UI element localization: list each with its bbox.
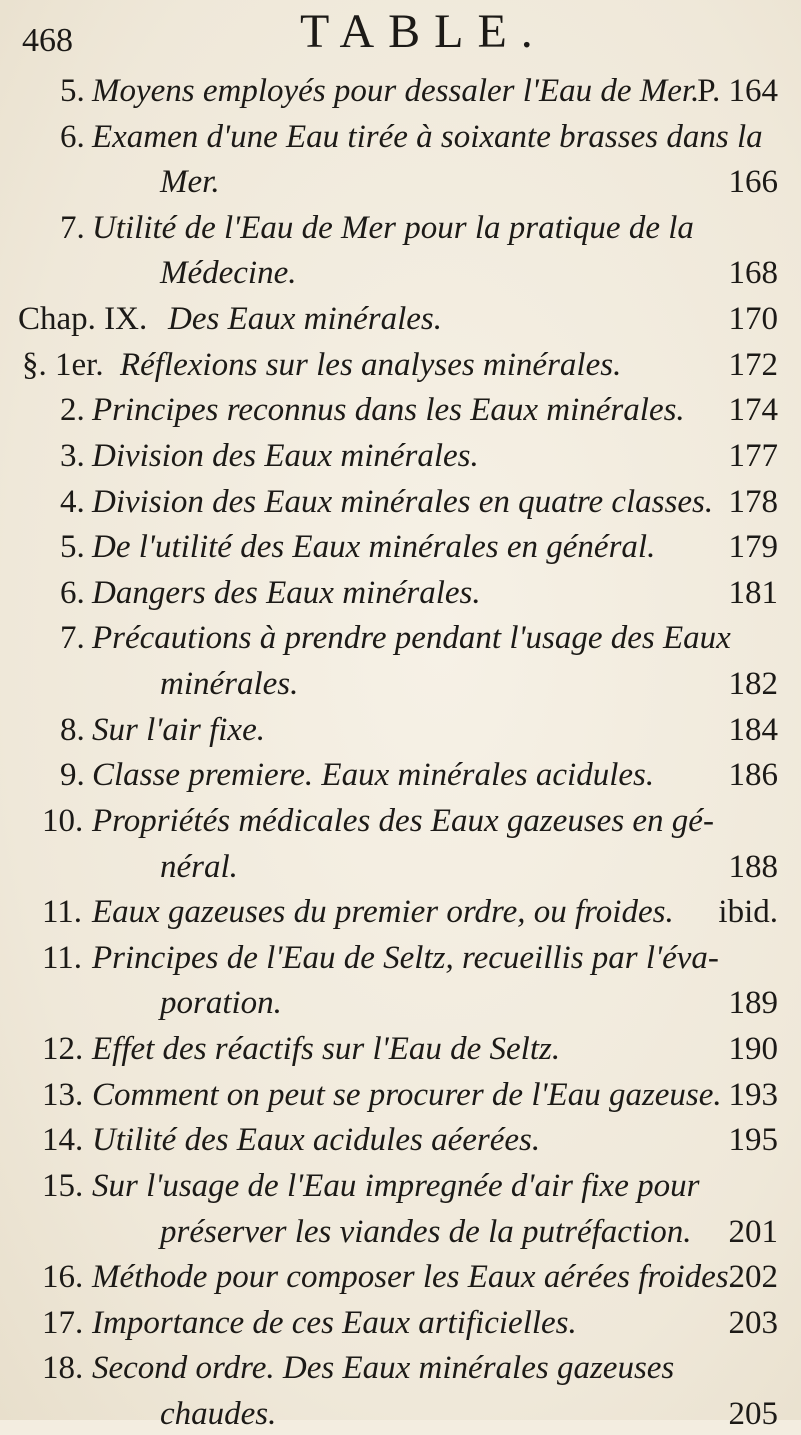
entry-title: Méthode pour composer les Eaux aérées froides. (92, 1259, 737, 1296)
entry-title: Utilité de l'Eau de Mer pour la pratique de la (92, 209, 694, 246)
chapter-label: Chap. IX. (18, 301, 148, 338)
entry-page: 172 (728, 346, 778, 383)
entry-page: 184 (728, 711, 778, 748)
entry-number: 5. (60, 529, 85, 566)
entry-continuation: Médecine. (160, 255, 297, 292)
entry-page: 205 (728, 1396, 778, 1432)
entry-title: Division des Eaux minérales en quatre classes. (92, 483, 714, 520)
entry-page: ibid. (718, 894, 778, 931)
chapter-title: Des Eaux minérales. (168, 301, 443, 338)
section-number: §. 1er. (22, 346, 104, 383)
entry-title: Second ordre. Des Eaux minérales gazeuses (92, 1350, 675, 1387)
entry-page: 174 (728, 392, 778, 429)
entry-continuation: Mer. (160, 164, 220, 201)
entry-title: Effet des réactifs sur l'Eau de Seltz. (92, 1031, 561, 1068)
entry-title: Division des Eaux minérales. (92, 437, 479, 474)
entry-page: 168 (728, 255, 778, 292)
entry-number: 8. (60, 711, 85, 748)
entry-number: 11. (42, 939, 83, 976)
entry-page: 202 (728, 1259, 778, 1296)
entry-title: De l'utilité des Eaux minérales en général. (92, 529, 656, 566)
entry-page: 190 (728, 1031, 778, 1068)
entry-continuation: néral. (160, 848, 238, 885)
entry-title: Dangers des Eaux minérales. (92, 574, 481, 611)
entry-page: 170 (728, 301, 778, 338)
entry-number: 6. (60, 118, 85, 155)
entry-page: 166 (728, 164, 778, 201)
entry-page: 181 (728, 574, 778, 611)
entry-title: Eaux gazeuses du premier ordre, ou froides. (92, 894, 674, 931)
entry-title: Examen d'une Eau tirée à soixante brasses dans la (92, 118, 763, 155)
entry-continuation: préserver les viandes de la putréfaction. (160, 1213, 692, 1250)
entry-number: 7. (60, 209, 85, 246)
entry-number: 9. (60, 757, 85, 794)
entry-title: Principes de l'Eau de Seltz, recueillis par l'éva- (92, 939, 719, 976)
entry-page: 195 (728, 1122, 778, 1159)
entry-title: Réflexions sur les analyses minérales. (120, 346, 622, 383)
entry-number: 5. (60, 73, 85, 109)
entry-page: 179 (728, 529, 778, 566)
entry-title: Comment on peut se procurer de l'Eau gazeuse. (92, 1076, 722, 1113)
entry-title: Moyens employés pour dessaler l'Eau de Mer. (92, 73, 700, 109)
entry-number: 11. (42, 894, 83, 931)
entry-number: 17. (42, 1304, 84, 1341)
entry-title: Précautions à prendre pendant l'usage des Eaux (92, 620, 731, 657)
entry-page: P. 164 (697, 73, 778, 109)
entry-page: 201 (728, 1213, 778, 1250)
entry-title: Sur l'air fixe. (92, 711, 265, 748)
entry-page: 177 (728, 437, 778, 474)
entry-number: 18. (42, 1350, 84, 1387)
entry-title: Sur l'usage de l'Eau impregnée d'air fixe pour (92, 1167, 700, 1204)
entry-number: 2. (60, 392, 85, 429)
entry-title: Principes reconnus dans les Eaux minérales. (92, 392, 685, 429)
entry-page: 188 (728, 848, 778, 885)
entry-number: 13. (42, 1076, 84, 1113)
entry-page: 178 (728, 483, 778, 520)
entry-continuation: chaudes. (160, 1396, 277, 1432)
entry-title: Utilité des Eaux acidules aéerées. (92, 1122, 541, 1159)
entry-continuation: poration. (160, 985, 282, 1022)
entry-title: Propriétés médicales des Eaux gazeuses en gé- (92, 802, 714, 839)
entry-title: Importance de ces Eaux artificielles. (92, 1304, 577, 1341)
entry-number: 12. (42, 1031, 84, 1068)
entry-continuation: minérales. (160, 666, 299, 703)
entry-number: 3. (60, 437, 85, 474)
entry-number: 14. (42, 1122, 84, 1159)
page-number: 468 (22, 22, 73, 59)
entry-number: 6. (60, 574, 85, 611)
running-head: TABLE. (300, 5, 547, 58)
entry-number: 4. (60, 483, 85, 520)
entry-page: 203 (728, 1304, 778, 1341)
entry-number: 15. (42, 1167, 84, 1204)
entry-number: 16. (42, 1259, 84, 1296)
entry-title: Classe premiere. Eaux minérales acidules. (92, 757, 655, 794)
entry-page: 182 (728, 666, 778, 703)
entry-page: 189 (728, 985, 778, 1022)
entry-number: 7. (60, 620, 85, 657)
entry-number: 10. (42, 802, 84, 839)
entry-page: 186 (728, 757, 778, 794)
entry-page: 193 (728, 1076, 778, 1113)
